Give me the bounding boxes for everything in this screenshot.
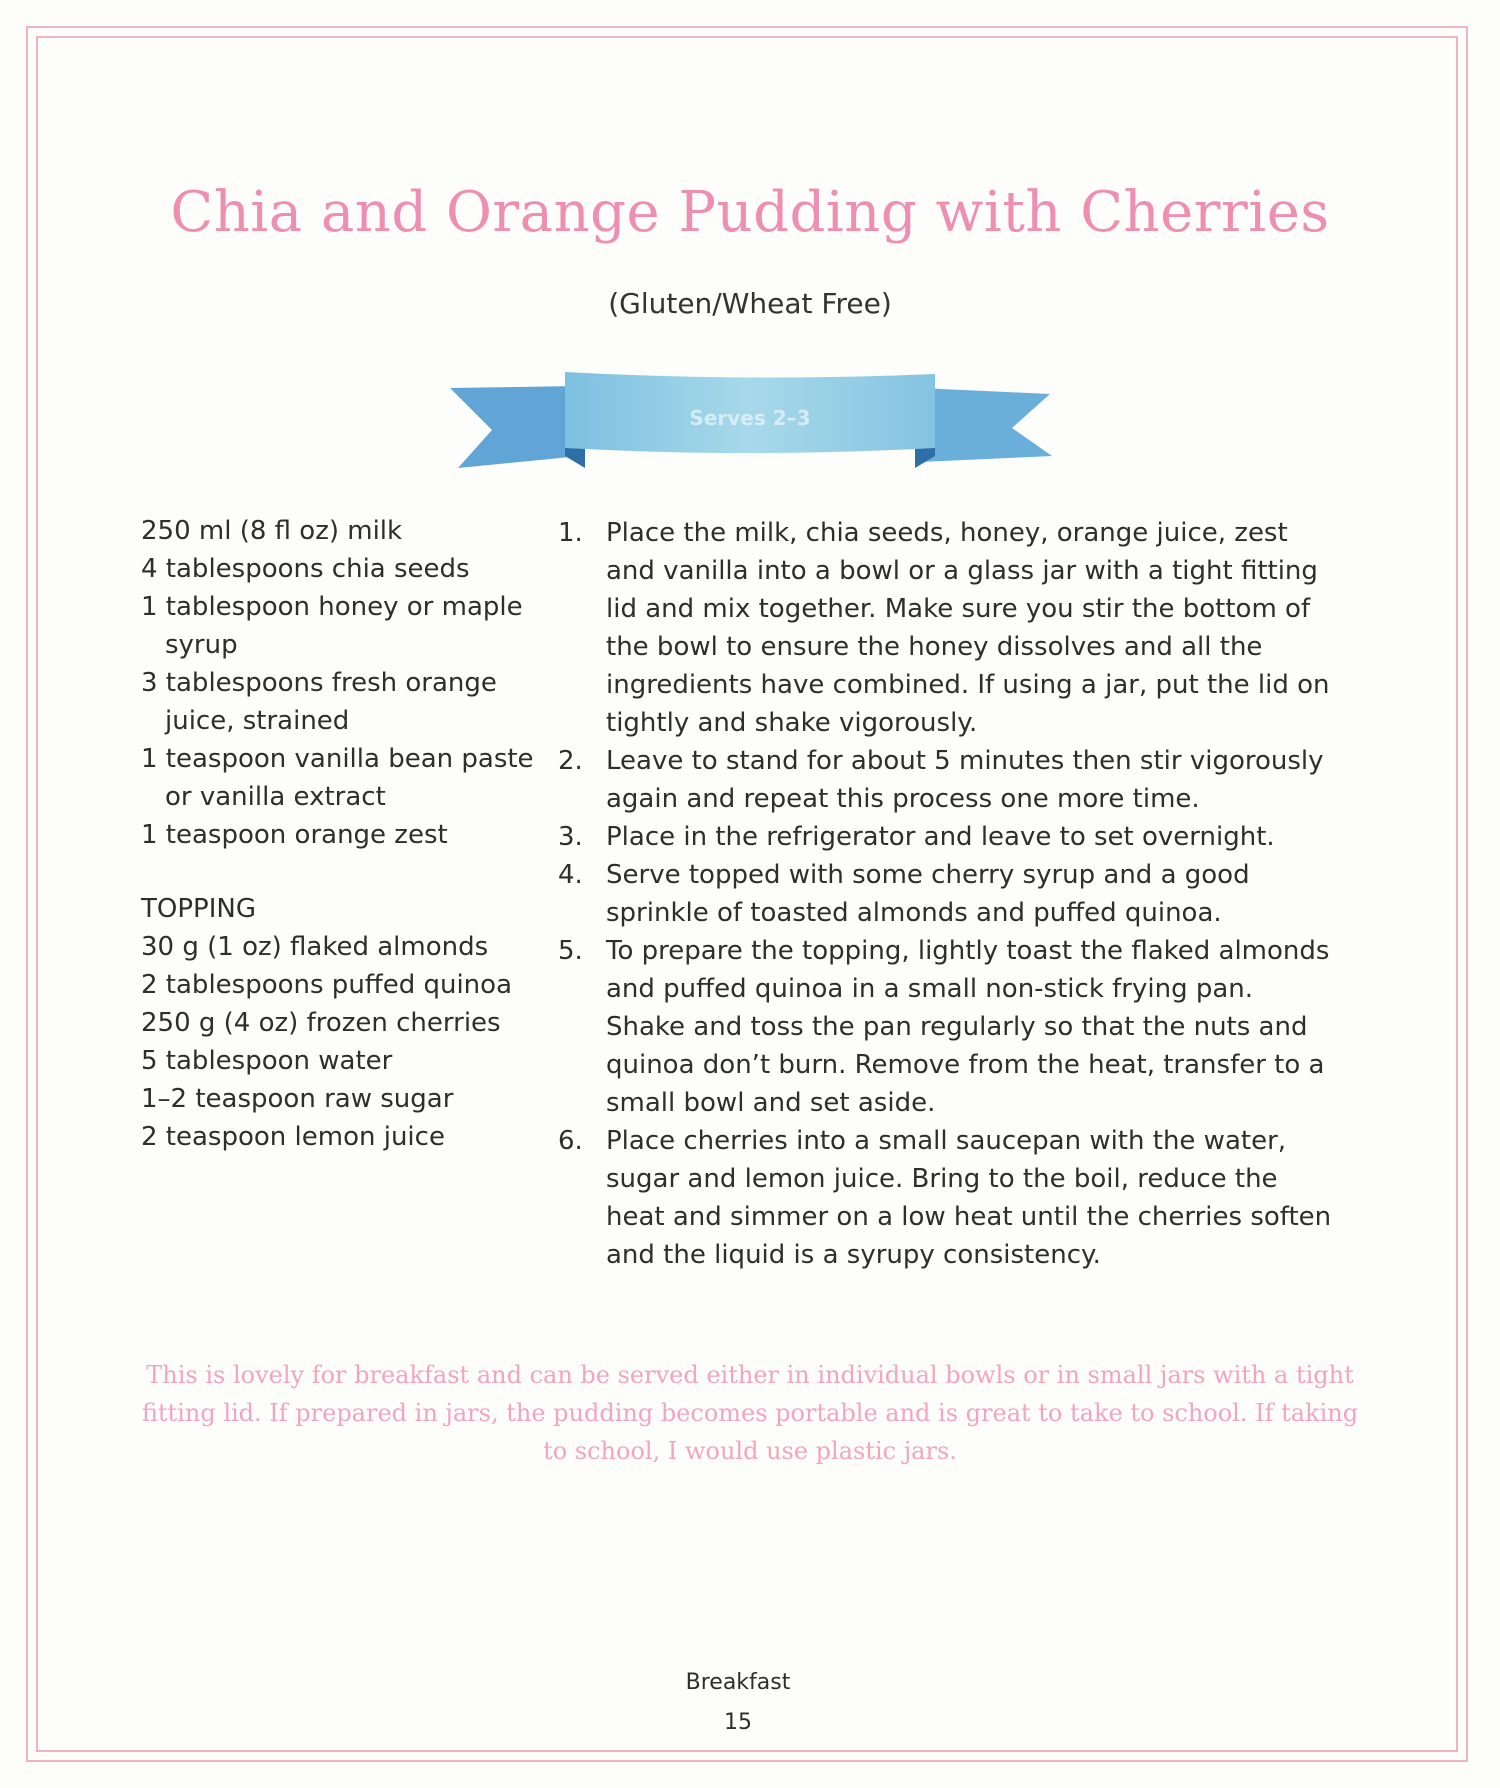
ingredient-item: 4 tablespoons chia seeds xyxy=(141,554,470,584)
page-number: 15 xyxy=(724,1710,752,1735)
step-number: 2. xyxy=(558,746,583,776)
method-steps xyxy=(558,514,1338,1274)
ingredient-item: 1 tablespoon honey or maple syrup xyxy=(141,592,523,660)
step-number: 1. xyxy=(558,518,583,548)
method-step xyxy=(558,514,1338,742)
step-text: Place cherries into a small saucepan with the water, sugar and lemon juice. Bring to the boil, reduce the heat and simmer on a low heat until the cherries soften and the liquid is a syrupy consistency. xyxy=(606,1126,1332,1270)
ingredient-item: 1 teaspoon orange zest xyxy=(141,820,448,850)
step-text: To prepare the topping, lightly toast the flaked almonds and puffed quinoa in a small non-stick frying pan. Shake and toss the pan regularly so that the nuts and quinoa don’t burn. Remove from the heat, transfer to a small bowl and set aside. xyxy=(606,936,1330,1118)
step-text: Leave to stand for about 5 minutes then stir vigorously again and repeat this process one more time. xyxy=(606,746,1324,814)
step-text: Serve topped with some cherry syrup and a good sprinkle of toasted almonds and puffed quinoa. xyxy=(606,860,1250,928)
serves-label: Serves 2–3 xyxy=(689,406,811,430)
method-step xyxy=(558,932,1338,1122)
step-number: 6. xyxy=(558,1126,583,1156)
footer-section-name: Breakfast xyxy=(685,1670,791,1695)
step-number: 4. xyxy=(558,860,583,890)
ingredient-item: 3 tablespoons fresh orange juice, strained xyxy=(141,668,497,736)
topping-item: 2 tablespoons puffed quinoa xyxy=(141,970,512,1000)
topping-heading: TOPPING xyxy=(141,894,256,924)
method-step xyxy=(558,856,1338,932)
step-text: Place the milk, chia seeds, honey, orange juice, zest and vanilla into a bowl or a glass jar with a tight fitting lid and mix together. Make sure you stir the bottom of the bowl to ensure the honey dissolves and all the ingredients have combined. If using a jar, put the lid on tightly and shake vigorously. xyxy=(606,518,1330,738)
topping-item: 5 tablespoon water xyxy=(141,1046,393,1076)
recipe-title: Chia and Orange Pudding with Cherries xyxy=(170,180,1330,245)
ingredients-list xyxy=(141,512,541,1156)
recipe-subtitle: (Gluten/Wheat Free) xyxy=(608,287,892,320)
topping-item: 250 g (4 oz) frozen cherries xyxy=(141,1008,501,1038)
topping-item: 2 teaspoon lemon juice xyxy=(141,1122,445,1152)
method-step xyxy=(558,1122,1338,1274)
step-number: 5. xyxy=(558,936,583,966)
ingredient-item: 1 teaspoon vanilla bean paste or vanilla extract xyxy=(141,744,534,812)
serving-note: This is lovely for breakfast and can be served either in individual bowls or in small jars with a tight fitting lid. If prepared in jars, the pudding becomes portable and is great to take to school. If taking to school, I would use plastic jars. xyxy=(141,1361,1359,1465)
step-text: Place in the refrigerator and leave to set overnight. xyxy=(606,822,1275,852)
topping-item: 30 g (1 oz) flaked almonds xyxy=(141,932,489,962)
step-number: 3. xyxy=(558,822,583,852)
method-step xyxy=(558,818,1338,856)
topping-item: 1–2 teaspoon raw sugar xyxy=(141,1084,454,1114)
ingredient-item: 250 ml (8 fl oz) milk xyxy=(141,516,403,546)
method-step xyxy=(558,742,1338,818)
